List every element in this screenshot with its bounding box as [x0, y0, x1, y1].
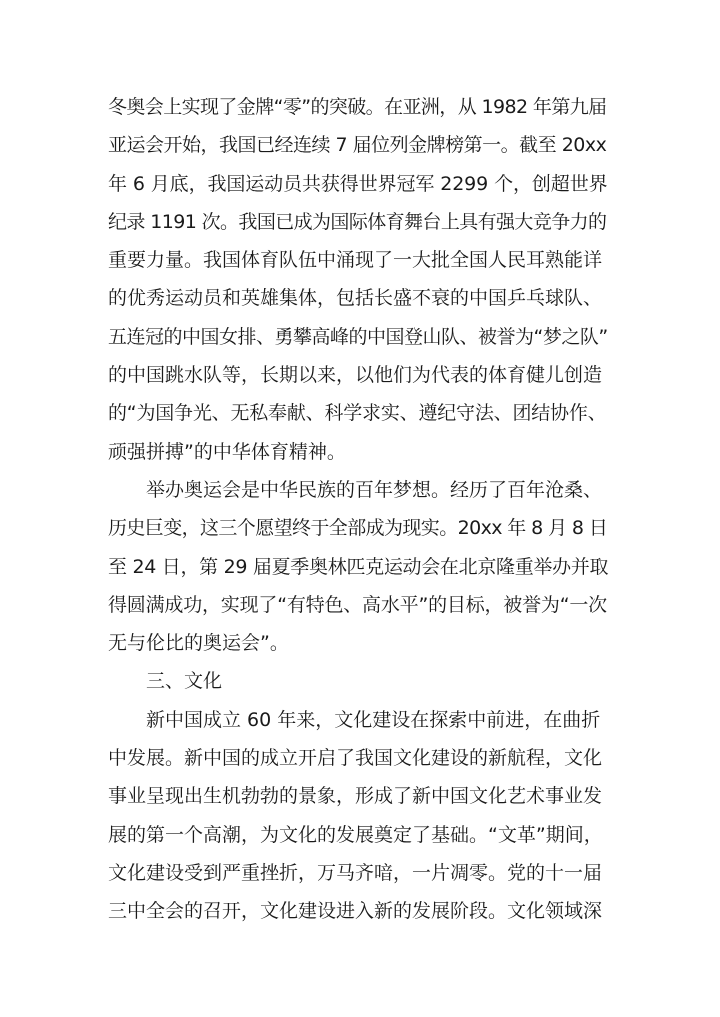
text-line: 亚运会开始，我国已经连续 7 届位列金牌榜第一。截至 20xx — [108, 134, 607, 157]
text-line: 的中国跳水队等，长期以来，以他们为代表的体育健儿创造 — [108, 364, 603, 387]
text-line: 年 6 月底，我国运动员共获得世界冠军 2299 个，创超世界 — [108, 172, 608, 195]
text-line: 纪录 1191 次。我国已成为国际体育舞台上具有强大竞争力的 — [108, 210, 607, 233]
text-line: 至 24 日，第 29 届夏季奥林匹克运动会在北京隆重举办并取 — [108, 555, 609, 578]
text-line: 顽强拼搏”的中华体育精神。 — [108, 440, 346, 463]
text-line: 事业呈现出生机勃勃的景象，形成了新中国文化艺术事业发 — [108, 785, 603, 808]
text-line: 展的第一个高潮，为文化的发展奠定了基础。“文革”期间， — [108, 823, 603, 846]
text-line: 的优秀运动员和英雄集体，包括长盛不衰的中国乒乓球队、 — [108, 287, 603, 310]
text-line: 重要力量。我国体育队伍中涌现了一大批全国人民耳熟能详 — [108, 249, 603, 272]
text-line: 三、文化 — [146, 670, 223, 693]
text-line: 冬奥会上实现了金牌“零”的突破。在亚洲，从 1982 年第九届 — [108, 96, 607, 118]
body-text — [108, 88, 608, 931]
text-line: 文化建设受到严重挫折，万马齐喑，一片凋零。党的十一届 — [108, 861, 603, 884]
text-line: 的“为国争光、无私奉献、科学求实、遵纪守法、团结协作、 — [108, 402, 607, 425]
text-line: 五连冠的中国女排、勇攀高峰的中国登山队、被誉为“梦之队” — [108, 325, 608, 348]
text-line: 无与伦比的奥运会”。 — [108, 632, 289, 655]
text-line: 历史巨变，这三个愿望终于全部成为现实。20xx 年 8 月 8 日 — [108, 517, 608, 540]
text-line: 三中全会的召开，文化建设进入新的发展阶段。文化领域深 — [108, 900, 603, 923]
text-line: 得圆满成功，实现了“有特色、高水平”的目标，被誉为“一次 — [108, 593, 607, 616]
text-line: 新中国成立 60 年来，文化建设在探索中前进，在曲折 — [146, 708, 601, 731]
text-line: 中发展。新中国的成立开启了我国文化建设的新航程，文化 — [108, 747, 603, 770]
text-line: 举办奥运会是中华民族的百年梦想。经历了百年沧桑、 — [146, 478, 603, 501]
